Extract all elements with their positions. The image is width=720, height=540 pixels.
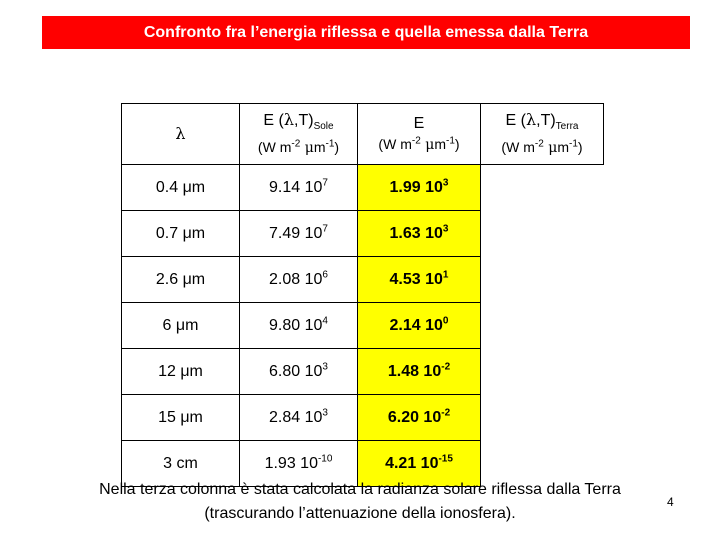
header-sun: E $(\lambda,T)_{Sole}$ (W $m^{-2}$ $\mu m^{-1}$) (240, 104, 358, 165)
table-row (122, 211, 604, 257)
cell-empty (481, 257, 604, 303)
table-header-row (122, 104, 604, 165)
title-banner (42, 16, 690, 49)
cell-empty (481, 165, 604, 211)
cell-sun: 1.93 $10^{-10}$ (240, 441, 358, 487)
cell-empty (481, 395, 604, 441)
header-lambda: λ (122, 104, 240, 165)
cell-lambda: 15 μm (122, 395, 240, 441)
cell-lambda: 0.7 μm (122, 211, 240, 257)
table-row (122, 165, 604, 211)
cell-sun: 9.14 $10^7$ (240, 165, 358, 211)
cell-lambda: 0.4 μm (122, 165, 240, 211)
cell-sun: 2.08 $10^6$ (240, 257, 358, 303)
radiance-table (121, 103, 604, 487)
table-row (122, 257, 604, 303)
footer-note (40, 478, 680, 526)
cell-lambda: 2.6 μm (122, 257, 240, 303)
footer-line-2: (trascurando l’attenuazione della ionosfera). (204, 505, 516, 522)
header-e: E (W $m^{-2}$ $\mu m^{-1}$) (358, 104, 481, 165)
cell-empty (481, 349, 604, 395)
cell-e-highlighted: 1.63 $10^3$ (358, 211, 481, 257)
cell-sun: 6.80 $10^3$ (240, 349, 358, 395)
cell-sun: 9.80 $10^4$ (240, 303, 358, 349)
cell-e-highlighted: 4.21 $10^{-15}$ (358, 441, 481, 487)
cell-empty (481, 211, 604, 257)
cell-e-highlighted: 6.20 $10^{-2}$ (358, 395, 481, 441)
cell-lambda: 3 cm (122, 441, 240, 487)
table-row (122, 395, 604, 441)
slide-title: Confronto fra l’energia riflessa e quella emessa dalla Terra (143, 23, 589, 41)
cell-e-highlighted: 4.53 $10^1$ (358, 257, 481, 303)
cell-sun: 2.84 $10^3$ (240, 395, 358, 441)
cell-e-highlighted: 1.48 $10^{-2}$ (358, 349, 481, 395)
table-row (122, 349, 604, 395)
table-row (122, 303, 604, 349)
cell-sun: 7.49 $10^7$ (240, 211, 358, 257)
header-terra: E $(\lambda,T)_{Terra}$ (W $m^{-2}$ $\mu m^{-1}$) (481, 104, 604, 165)
page-number: 4 (667, 495, 674, 509)
cell-e-highlighted: 2.14 $10^0$ (358, 303, 481, 349)
cell-lambda: 12 μm (122, 349, 240, 395)
cell-e-highlighted: 1.99 $10^3$ (358, 165, 481, 211)
cell-lambda: 6 μm (122, 303, 240, 349)
footer-line-1: Nella terza colonna è stata calcolata la radianza solare riflessa dalla Terra (99, 481, 621, 498)
cell-empty (481, 303, 604, 349)
